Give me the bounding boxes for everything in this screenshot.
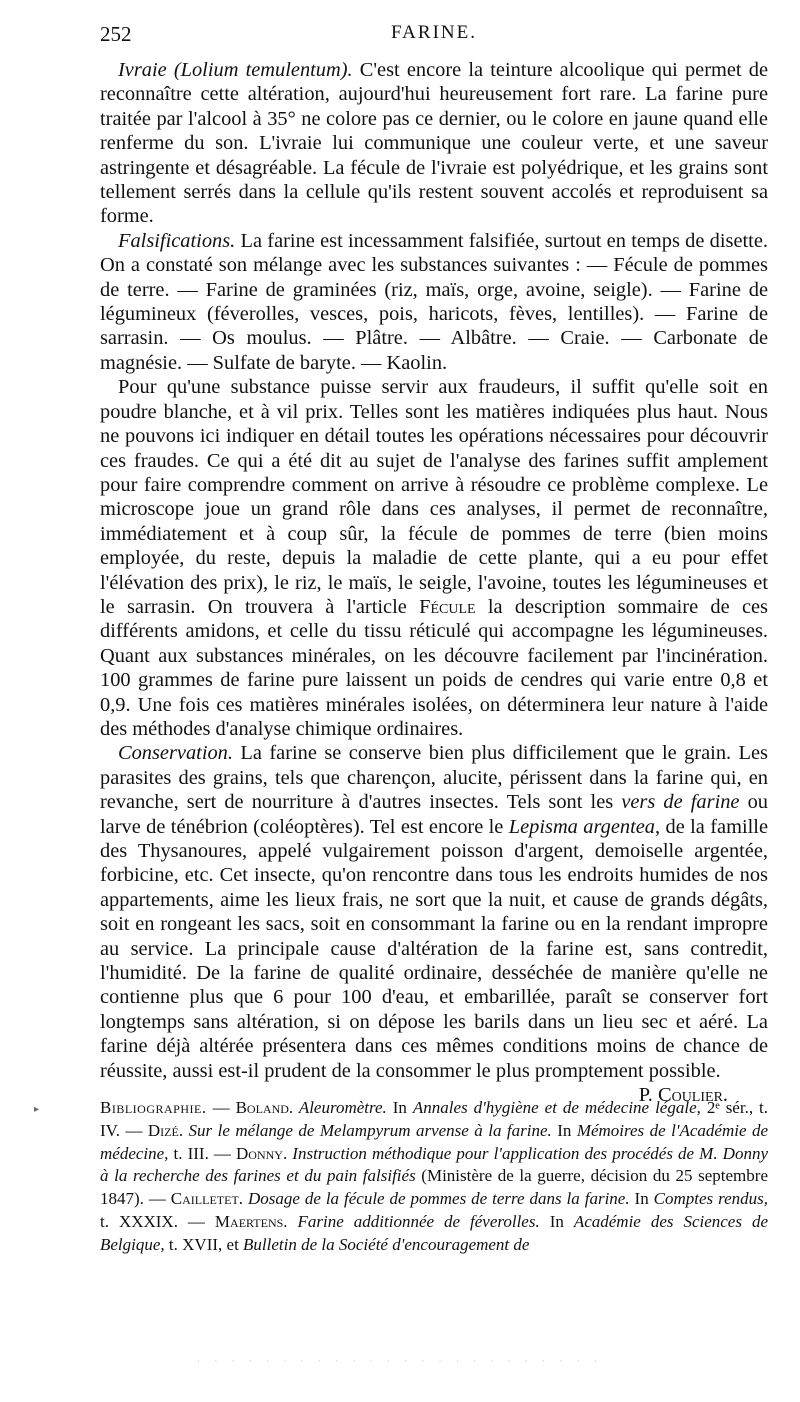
- bib-sep: In: [551, 1120, 577, 1140]
- bib-sep: t. III. —: [168, 1143, 236, 1163]
- paragraph-text: La farine est incessamment falsifiée, surtout en temps de disette. On a constaté son mélange avec les substances suivantes : — Fécule de pommes de terre. — Farine de graminées (riz, maïs, orge, avoine, seigle). — Farine de légumineux (féverolles, vesces, pois, haricots, fèves, lentilles). — Farine de sarrasin. — Os moulus. — Plâtre. — Albâtre. — Craie. — Carbonate de magnésie. — Sulfate de baryte. — Kaolin.: [100, 229, 768, 374]
- paragraph-text: la description sommaire de ces différents amidons, et celle du tissu réticulé qui accompagne les légumineuses. Quant aux substances minérales, on les découvre facilement par l'incinération. 100 grammes de farine pure laissent un poids de cendres qui varie entre 0,8 et 0,9. Une fois ces matières minérales isolées, on déterminera leur nature à l'aide des méthodes d'analyse chimique ordinaires.: [100, 595, 768, 740]
- page-number: 252: [100, 22, 132, 46]
- margin-mark: ▸: [34, 1104, 40, 1115]
- italic-term: Lepisma argentea: [508, 815, 655, 838]
- paragraph-lead: Ivraie (Lolium temulentum).: [118, 59, 353, 81]
- bib-sep: —: [206, 1098, 236, 1117]
- bib-sep: In: [386, 1098, 413, 1117]
- bib-title: Bulletin de la Société d'encouragement de: [243, 1234, 530, 1254]
- bib-title: Instruction méthodique pour l'application des procédés de M. Donny à la recherche des farines et du pain falsifiés: [100, 1143, 768, 1186]
- bib-author: Boland.: [235, 1098, 294, 1117]
- paragraph-lead: Conservation.: [118, 742, 233, 765]
- bib-title: Académie des Sciences de Belgique,: [100, 1211, 768, 1254]
- running-title: FARINE.: [391, 22, 477, 43]
- paragraph-conservation: [100, 741, 768, 1107]
- bibliography-label: Bibliographie.: [100, 1098, 207, 1117]
- paragraph-lead: Falsifications.: [118, 229, 236, 252]
- bib-title: Sur le mélange de Melampyrum arvense à la farine.: [183, 1120, 552, 1140]
- bib-author: Cailletet.: [170, 1189, 244, 1209]
- bib-title: Comptes rendus,: [653, 1189, 768, 1209]
- bib-sep: In: [629, 1189, 654, 1209]
- italic-term: vers de farine: [621, 791, 740, 814]
- bib-author: Donny.: [236, 1143, 288, 1163]
- paragraph-fraudes: [100, 375, 768, 741]
- bib-title: Aleuromètre.: [293, 1098, 387, 1117]
- paragraph-ivraie: [100, 58, 768, 229]
- paragraph-text: La farine se conserve bien plus difficilement que le grain. Les parasites des grains, tels que charençon, alucite, périssent dans la farine qui, en revanche, sert de nourriture à d'autres insectes. Tels sont les: [100, 742, 768, 814]
- paragraph-text: Pour qu'une substance puisse servir aux fraudeurs, il suffit qu'elle soit en poudre blanche, et à vil prix. Telles sont les matières indiquées plus haut. Nous ne pouvons ici indiquer en détail toutes les opérations nécessaires pour découvrir ces fraudes. Ce qui a été dit au sujet de l'analyse des farines suffit amplement pour faire comprendre comment on arrive à résoudre ce problème complexe. Le microscope joue un grand rôle dans ces analyses, il permet de reconnaître, immédiatement et à coup sûr, la fécule de pommes de terre (bien moins employée, du reste, depuis la maladie de cette plante, qui a eu pour effet l'élévation des prix), le riz, le maïs, le seigle, l'avoine, toutes les légumineuses et le sarrasin. On trouvera à l'article: [100, 376, 768, 618]
- bib-sep: In: [539, 1211, 574, 1231]
- cross-reference: Fécule: [419, 595, 476, 618]
- bib-title: Dosage de la fécule de pommes de terre dans la farine.: [243, 1189, 630, 1209]
- paragraph-text: ou larve de ténébrion (coléoptères). Tel est encore le: [100, 791, 768, 838]
- bib-author: Dizé.: [147, 1120, 184, 1140]
- bib-sep: 2ᵉ sér., t. IV. —: [100, 1098, 769, 1140]
- bibliography: [100, 1097, 768, 1257]
- author-signature: P. Coulier.: [638, 1084, 728, 1107]
- bibliography-text: [100, 1097, 768, 1257]
- scan-artifact-dots: · · · · · · · · · · · · · · · · · · · · · · · ·: [197, 1356, 603, 1366]
- bib-sep: t. XVII, et: [164, 1234, 244, 1254]
- bib-sep: t. XXXIX. —: [100, 1211, 215, 1231]
- main-text: [100, 58, 768, 1107]
- bib-title: Mémoires de l'Académie de médecine,: [100, 1120, 768, 1163]
- bib-author: Maertens.: [214, 1211, 288, 1231]
- paragraph-falsifications: [100, 229, 768, 375]
- page-header: [100, 22, 768, 50]
- paragraph-text: C'est encore la teinture alcoolique qui permet de reconnaître cette altération, aujourd'hui heureusement fort rare. La farine pure traitée par l'alcool à 35° ne colore pas ce dernier, ou le colore en jaune quand elle renferme du son. L'ivraie lui communique une couleur verte, et une saveur astringente et désagréable. La fécule de l'ivraie est polyédrique, et les grains sont tellement serrés dans la cellule qu'ils restent souvent accolés et reproduisent sa forme.: [100, 59, 768, 228]
- bib-title: Annales d'hygiène et de médecine légale,: [412, 1098, 701, 1117]
- paragraph-text: , de la famille des Thysanoures, appelé vulgairement poisson d'argent, demoiselle argentée, forbicine, etc. Cet insecte, qu'on rencontre dans tous les endroits humides de nos appartements, aime les lieux frais, ne sort que la nuit, et cause de grands dégâts, soit en rongeant les sacs, soit en consommant la farine ou en la rendant impropre au service. La principale cause d'altération de la farine est, sans contredit, l'humidité. De la farine de qualité ordinaire, desséchée de manière qu'elle ne contienne plus que 6 pour 100 d'eau, et embarillée, paraît se conserver fort longtemps sans altération, si on dépose les barils dans un lieu sec et aéré. La farine déjà altérée présentera dans ces mêmes conditions moins de chance de réussite, aussi est-il prudent de la consommer le plus promptement possible.: [100, 815, 768, 1082]
- bib-title: Farine additionnée de féverolles.: [287, 1211, 540, 1231]
- bib-sep: (Ministère de la guerre, décision du 25 septembre 1847). —: [100, 1166, 768, 1209]
